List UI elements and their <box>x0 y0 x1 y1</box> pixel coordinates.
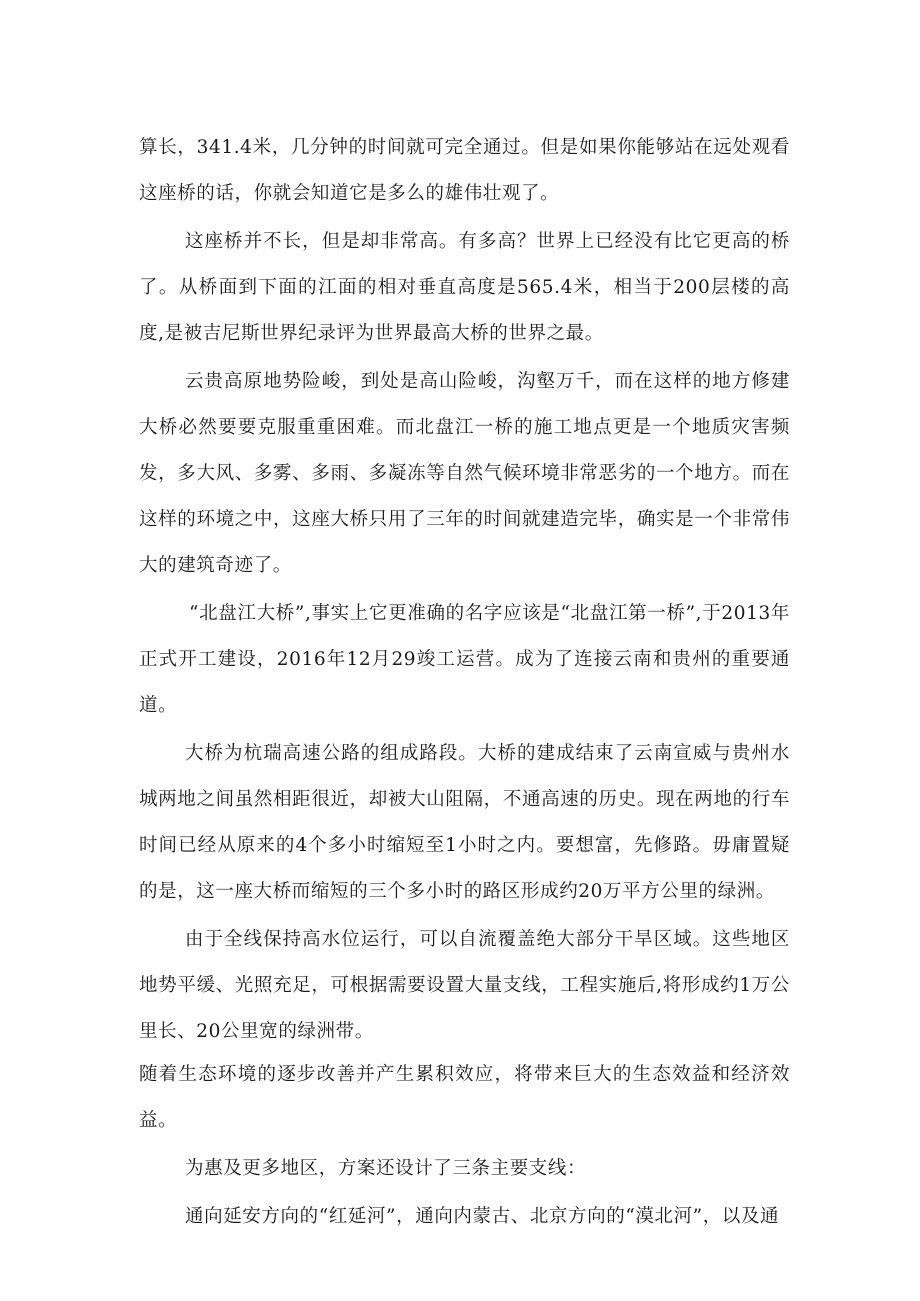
paragraph-9: 通向延安方向的“红延河”，通向内蒙古、北京方向的“漠北河”，以及通 <box>185 1206 780 1227</box>
paragraph-2: 这座桥并不长，但是却非常高。有多高？世界上已经没有比它更高的桥了。从桥面到下面的江面的相对垂直高度是565.4米，相当于200层楼的高度,是被吉尼斯世界纪录评为世界最高大桥的世界之最。 <box>139 231 790 344</box>
paragraph-3: 云贵高原地势险峻，到处是高山险峻，沟壑万千，而在这样的地方修建大桥必然要要克服重重困难。而北盘江一桥的施工地点更是一个地质灾害频发，多大风、多雾、多雨、多凝冻等自然气候环境非常恶劣的一个地方。而在这样的环境之中，这座大桥只用了三年的时间就建造完毕，确实是一个非常伟大的建筑奇迹了。 <box>139 371 790 576</box>
paragraph-6: 由于全线保持高水位运行，可以自流覆盖绝大部分干旱区域。这些地区地势平缓、光照充足，可根据需要设置大量支线，工程实施后,将形成约1万公里长、20公里宽的绿洲带。 <box>139 929 790 1042</box>
paragraph-1: 算长，341.4米，几分钟的时间就可完全通过。但是如果你能够站在远处观看这座桥的话，你就会知道它是多么的雄伟壮观了。 <box>139 137 790 204</box>
paragraph-7: 随着生态环境的逐步改善并产生累积效应，将带来巨大的生态效益和经济效益。 <box>139 1064 790 1131</box>
paragraph-5: 大桥为杭瑞高速公路的组成路段。大桥的建成结束了云南宣威与贵州水城两地之间虽然相距很近，却被大山阻隔，不通高速的历史。现在两地的行车时间已经从原来的4个多小时缩短至1小时之内。要想富，先修路。毋庸置疑的是，这一座大桥而缩短的三个多小时的路区形成约20万平方公里的绿洲。 <box>139 743 790 902</box>
paragraph-4: “北盘江大桥”,事实上它更准确的名字应该是“北盘江第一桥”,于2013年正式开工建设，2016年12月29竣工运营。成为了连接云南和贵州的重要通道。 <box>139 603 790 716</box>
paragraph-8: 为惠及更多地区，方案还设计了三条主要支线： <box>185 1158 587 1179</box>
